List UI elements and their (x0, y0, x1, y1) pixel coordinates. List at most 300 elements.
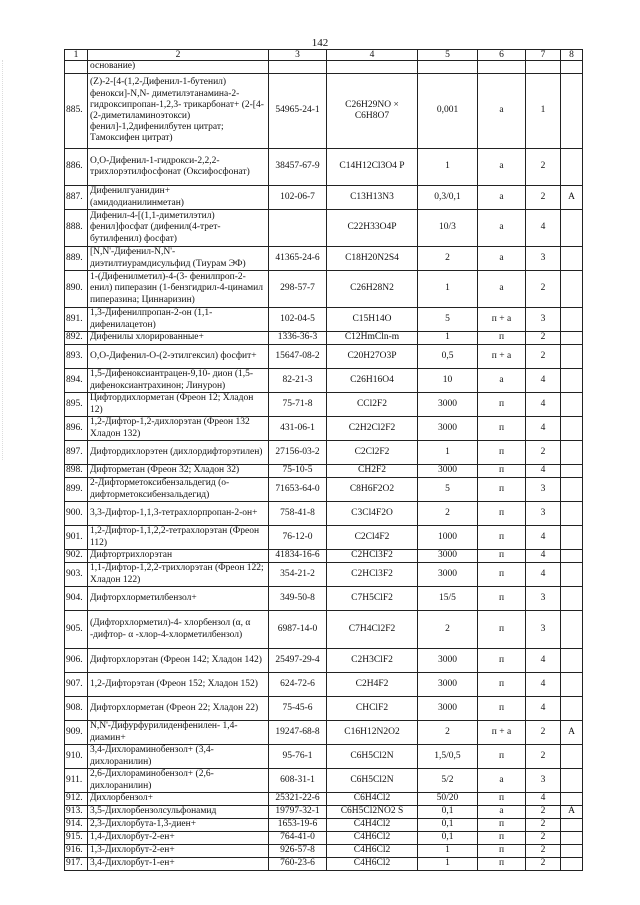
table-row (65, 186, 583, 210)
table-row (65, 721, 583, 745)
limit-value: 1 (418, 271, 478, 308)
substance-name: 1,2-Дифтор-1,2-дихлорэтан (Фреон 132 Хладон 132) (88, 417, 269, 441)
substance-name: 1,2-Дифторэтан (Фреон 152; Хладон 152) (88, 673, 269, 697)
hazard-class: 4 (526, 369, 561, 393)
table-row (65, 247, 583, 271)
cas-number: 760-23-6 (269, 858, 327, 871)
column-header: 7 (526, 50, 561, 61)
limit-value: 1 (418, 441, 478, 465)
hazard-class: 4 (526, 649, 561, 673)
cas-number: 298-57-7 (269, 271, 327, 308)
cas-number: 764-41-0 (269, 832, 327, 845)
limit-value: 3000 (418, 563, 478, 587)
table-row (65, 697, 583, 721)
hazard-class: 4 (526, 465, 561, 478)
note-mark (561, 417, 583, 441)
aggregate-state: п (478, 858, 526, 871)
limit-value: 0,1 (418, 819, 478, 832)
column-header: 4 (327, 50, 418, 61)
note-mark (561, 502, 583, 526)
cas-number: 19797-32-1 (269, 806, 327, 819)
table-body (65, 61, 583, 871)
limit-value: 0,001 (418, 74, 478, 149)
substance-name: Дифторхлорметан (Фреон 22; Хладон 22) (88, 697, 269, 721)
note-mark (561, 369, 583, 393)
cas-number: 75-10-5 (269, 465, 327, 478)
note-mark (561, 478, 583, 502)
row-number: 887. (65, 186, 88, 210)
row-number: 910. (65, 745, 88, 769)
chemical-formula: C6H5Cl2N (327, 745, 418, 769)
chemical-formula: C4H6Cl2 (327, 832, 418, 845)
note-mark (561, 769, 583, 793)
aggregate-state: п (478, 697, 526, 721)
note-mark (561, 845, 583, 858)
note-mark (561, 611, 583, 649)
substance-name: 3,5-Дихлорбензолсульфонамид (88, 806, 269, 819)
hazard-class: 2 (526, 858, 561, 871)
note-mark (561, 74, 583, 149)
limit-value: 1 (418, 858, 478, 871)
row-number: 893. (65, 345, 88, 369)
cas-number: 758-41-8 (269, 502, 327, 526)
aggregate-state: п (478, 649, 526, 673)
hazard-class: 3 (526, 478, 561, 502)
substance-name: Дифенилы хлорированные+ (88, 332, 269, 345)
note-mark (561, 149, 583, 186)
chemical-formula: C8H6F2O2 (327, 478, 418, 502)
substance-name: Дифенил-4-[(1,1-диметилэтил) фенил]фосфат (дифенил(4-трет-бутилфенил) фосфат) (88, 210, 269, 247)
hazard-class: 3 (526, 502, 561, 526)
note-mark (561, 61, 583, 74)
table-row (65, 832, 583, 845)
cas-number: 354-21-2 (269, 563, 327, 587)
table-row (65, 393, 583, 417)
cas-number: 6987-14-0 (269, 611, 327, 649)
limit-value: 50/20 (418, 793, 478, 806)
aggregate-state: а (478, 271, 526, 308)
table-row (65, 149, 583, 186)
limit-value: 2 (418, 721, 478, 745)
note-mark (561, 465, 583, 478)
chemical-formula: C4H6Cl2 (327, 845, 418, 858)
aggregate-state: а (478, 149, 526, 186)
table-row (65, 769, 583, 793)
chemical-formula: C18H20N2S4 (327, 247, 418, 271)
table-row (65, 845, 583, 858)
limit-value: 3000 (418, 697, 478, 721)
limit-value (418, 61, 478, 74)
note-mark (561, 550, 583, 563)
chemical-formula: C12HmCln-m (327, 332, 418, 345)
hazard-class: 2 (526, 832, 561, 845)
hazard-class: 4 (526, 393, 561, 417)
note-mark (561, 210, 583, 247)
row-number: 907. (65, 673, 88, 697)
hazard-class: 3 (526, 308, 561, 332)
cas-number: 102-06-7 (269, 186, 327, 210)
note-mark (561, 563, 583, 587)
limit-value: 15/5 (418, 587, 478, 611)
aggregate-state: п (478, 673, 526, 697)
limit-value: 3000 (418, 465, 478, 478)
note-mark (561, 832, 583, 845)
cas-number: 75-45-6 (269, 697, 327, 721)
note-mark (561, 526, 583, 550)
table-row (65, 271, 583, 308)
hazard-class: 4 (526, 550, 561, 563)
aggregate-state: п (478, 465, 526, 478)
row-number: 914. (65, 819, 88, 832)
limit-value: 0,1 (418, 806, 478, 819)
chemical-formula: C4H6Cl2 (327, 858, 418, 871)
hazard-class: 2 (526, 186, 561, 210)
table-row (65, 417, 583, 441)
cas-number: 95-76-1 (269, 745, 327, 769)
cas-number: 102-04-5 (269, 308, 327, 332)
chemical-formula: C13H13N3 (327, 186, 418, 210)
note-mark (561, 793, 583, 806)
substance-name: Цифтордихлорметан (Фреон 12; Хладон 12) (88, 393, 269, 417)
aggregate-state: а (478, 247, 526, 271)
chemical-formula: C16H12N2O2 (327, 721, 418, 745)
note-mark (561, 649, 583, 673)
substance-name: Дифторметан (Фреон 32; Хладон 32) (88, 465, 269, 478)
note-mark (561, 673, 583, 697)
substance-name: O,O-Дифенил-O-(2-этилгексил) фосфит+ (88, 345, 269, 369)
cas-number: 82-21-3 (269, 369, 327, 393)
hazard-class: 4 (526, 526, 561, 550)
chemical-formula: CCl2F2 (327, 393, 418, 417)
table-row (65, 502, 583, 526)
cas-number: 926-57-8 (269, 845, 327, 858)
table-row (65, 526, 583, 550)
table-row (65, 210, 583, 247)
limit-value: 3000 (418, 550, 478, 563)
chemical-formula: C2H2Cl2F2 (327, 417, 418, 441)
aggregate-state: п (478, 611, 526, 649)
row-number: 915. (65, 832, 88, 845)
cas-number: 19247-68-8 (269, 721, 327, 745)
substance-name: 2-Дифторметоксибензальдегид (о-дифторметоксибензальдегид) (88, 478, 269, 502)
aggregate-state: п (478, 832, 526, 845)
table-row (65, 465, 583, 478)
aggregate-state: п (478, 417, 526, 441)
table-row (65, 563, 583, 587)
substance-name: O,O-Дифенил-1-гидрокси-2,2,2-трихлорэтилфосфонат (Оксифосфонат) (88, 149, 269, 186)
row-number: 913. (65, 806, 88, 819)
substance-name: 2,6-Дихлораминобензол+ (2,6-дихлоранилин) (88, 769, 269, 793)
row-number: 895. (65, 393, 88, 417)
aggregate-state: п (478, 526, 526, 550)
limit-value: 0,3/0,1 (418, 186, 478, 210)
aggregate-state: п (478, 332, 526, 345)
row-number: 901. (65, 526, 88, 550)
note-mark (561, 819, 583, 832)
hazard-class: 2 (526, 149, 561, 186)
table-row (65, 332, 583, 345)
limit-value: 3000 (418, 393, 478, 417)
limit-value: 5 (418, 308, 478, 332)
aggregate-state: п (478, 845, 526, 858)
chemical-formula: C2Cl4F2 (327, 526, 418, 550)
substance-name: 1,3-Дихлорбут-2-ен+ (88, 845, 269, 858)
note-mark: А (561, 186, 583, 210)
hazard-class: 4 (526, 673, 561, 697)
cas-number: 349-50-8 (269, 587, 327, 611)
substance-name: 1,4-Дихлорбут-2-ен+ (88, 832, 269, 845)
aggregate-state: п (478, 393, 526, 417)
column-number-row (65, 50, 583, 61)
page-number: 142 (311, 37, 329, 49)
note-mark (561, 345, 583, 369)
hazard-class: 3 (526, 247, 561, 271)
cas-number: 25321-22-6 (269, 793, 327, 806)
hazard-class: 2 (526, 819, 561, 832)
limit-value: 1 (418, 332, 478, 345)
row-number: 889. (65, 247, 88, 271)
aggregate-state: п (478, 478, 526, 502)
hazard-class (526, 61, 561, 74)
substance-name: Дифтортрихлорэтан (88, 550, 269, 563)
table-row (65, 308, 583, 332)
limit-value: 5/2 (418, 769, 478, 793)
chemical-formula: C26H16O4 (327, 369, 418, 393)
aggregate-state: п + а (478, 308, 526, 332)
row-number: 892. (65, 332, 88, 345)
aggregate-state: п (478, 587, 526, 611)
chemical-formula: C6H5Cl2N (327, 769, 418, 793)
aggregate-state: а (478, 74, 526, 149)
hazard-class: 1 (526, 74, 561, 149)
hazard-class: 2 (526, 332, 561, 345)
hazard-class: 2 (526, 745, 561, 769)
substance-name: N,N'-Дифурфурилиденфенилен- 1,4-диамин+ (88, 721, 269, 745)
table-row (65, 858, 583, 871)
table-row (65, 673, 583, 697)
column-header: 1 (65, 50, 88, 61)
substance-name: Дихлорбензол+ (88, 793, 269, 806)
row-number: 909. (65, 721, 88, 745)
chemical-formula: C26H28N2 (327, 271, 418, 308)
table-row (65, 61, 583, 74)
note-mark (561, 858, 583, 871)
table-row (65, 345, 583, 369)
substance-name: 1-(Дифенилметил)-4-(3- фенилпроп-2-енил) пиперазин (1-бензгидрил-4-цинамил пиперазина; Циннаризин) (88, 271, 269, 308)
substance-name: 2,3-Дихлорбута-1,3-диен+ (88, 819, 269, 832)
table-row (65, 745, 583, 769)
cas-number: 75-71-8 (269, 393, 327, 417)
row-number: 902. (65, 550, 88, 563)
limit-value: 2 (418, 502, 478, 526)
hazard-class: 2 (526, 721, 561, 745)
cas-number: 431-06-1 (269, 417, 327, 441)
row-number: 911. (65, 769, 88, 793)
chemical-formula: C14H12Cl3O4 P (327, 149, 418, 186)
row-number: 908. (65, 697, 88, 721)
row-number: 906. (65, 649, 88, 673)
cas-number: 608-31-1 (269, 769, 327, 793)
row-number: 885. (65, 74, 88, 149)
hazard-class: 2 (526, 345, 561, 369)
aggregate-state: а (478, 806, 526, 819)
cas-number: 54965-24-1 (269, 74, 327, 149)
limit-value: 2 (418, 611, 478, 649)
table-row (65, 441, 583, 465)
limit-value: 5 (418, 478, 478, 502)
substance-name: 1,1-Дифтор-1,2,2-трихлорэтан (Фреон 122; Хладон 122) (88, 563, 269, 587)
substance-name: [N,N'-Дифенил-N,N'-диэтилтиурамдисульфид (Тиурам ЭФ) (88, 247, 269, 271)
limit-value: 3000 (418, 417, 478, 441)
chemical-formula: C6H5Cl2NO2 S (327, 806, 418, 819)
column-header: 2 (88, 50, 269, 61)
cas-number (269, 210, 327, 247)
limit-value: 2 (418, 247, 478, 271)
chemical-formula: C15H14O (327, 308, 418, 332)
hazard-class: 4 (526, 417, 561, 441)
substance-name: Дифторхлорэтан (Фреон 142; Хладон 142) (88, 649, 269, 673)
aggregate-state: п + а (478, 345, 526, 369)
row-number: 898. (65, 465, 88, 478)
cas-number: 41365-24-6 (269, 247, 327, 271)
chemical-formula: C7H4Cl2F2 (327, 611, 418, 649)
chemical-formula (327, 61, 418, 74)
note-mark (561, 332, 583, 345)
chemical-formula: C7H5ClF2 (327, 587, 418, 611)
table-row (65, 478, 583, 502)
chemical-formula: C2H3ClF2 (327, 649, 418, 673)
chemical-formula: C20H27O3P (327, 345, 418, 369)
chemical-formula: C2HCl3F2 (327, 550, 418, 563)
substance-name: 3,4-Дихлораминобензол+ (3,4-дихлоранилин) (88, 745, 269, 769)
row-number: 890. (65, 271, 88, 308)
table-row (65, 550, 583, 563)
hazard-class: 2 (526, 806, 561, 819)
column-header: 8 (561, 50, 583, 61)
aggregate-state: п (478, 819, 526, 832)
aggregate-state: а (478, 186, 526, 210)
aggregate-state: п + а (478, 721, 526, 745)
substance-name: 1,5-Дифеноксиантрацен-9,10- дион (1,5-дифеноксиантрахинон; Линурон) (88, 369, 269, 393)
table-row (65, 819, 583, 832)
row-number: 904. (65, 587, 88, 611)
aggregate-state: п (478, 793, 526, 806)
hazard-class: 4 (526, 210, 561, 247)
substance-name: 1,3-Дифенилпропан-2-он (1,1-дифенилацетон) (88, 308, 269, 332)
substance-name: (Дифторхлорметил)-4- хлорбензол (α, α -дифтор- α -хлор-4-хлорметилбензол) (88, 611, 269, 649)
table-row (65, 587, 583, 611)
substance-name: 3,3-Дифтор-1,1,3-тетрахлорпропан-2-он+ (88, 502, 269, 526)
row-number (65, 61, 88, 74)
row-number: 897. (65, 441, 88, 465)
substance-table (64, 49, 583, 871)
row-number: 899. (65, 478, 88, 502)
limit-value: 10 (418, 369, 478, 393)
scan-edge-artifact (2, 60, 15, 460)
note-mark (561, 441, 583, 465)
cas-number: 15647-08-2 (269, 345, 327, 369)
column-header: 6 (478, 50, 526, 61)
chemical-formula: CH2F2 (327, 465, 418, 478)
hazard-class: 2 (526, 441, 561, 465)
cas-number: 1653-19-6 (269, 819, 327, 832)
hazard-class: 4 (526, 793, 561, 806)
table-row (65, 611, 583, 649)
table-row (65, 793, 583, 806)
cas-number: 76-12-0 (269, 526, 327, 550)
cas-number: 25497-29-4 (269, 649, 327, 673)
note-mark: А (561, 721, 583, 745)
row-number: 891. (65, 308, 88, 332)
limit-value: 1,5/0,5 (418, 745, 478, 769)
limit-value: 0,1 (418, 832, 478, 845)
aggregate-state: а (478, 769, 526, 793)
chemical-formula: C2HCl3F2 (327, 563, 418, 587)
limit-value: 3000 (418, 649, 478, 673)
limit-value: 1 (418, 845, 478, 858)
aggregate-state: а (478, 210, 526, 247)
table-row (65, 806, 583, 819)
hazard-class: 3 (526, 587, 561, 611)
hazard-class: 4 (526, 563, 561, 587)
row-number: 912. (65, 793, 88, 806)
row-number: 894. (65, 369, 88, 393)
cas-number (269, 61, 327, 74)
chemical-formula: C6H4Cl2 (327, 793, 418, 806)
row-number: 886. (65, 149, 88, 186)
row-number: 903. (65, 563, 88, 587)
cas-number: 41834-16-6 (269, 550, 327, 563)
substance-name: 1,2-Дифтор-1,1,2,2-тетрахлорэтан (Фреон 112) (88, 526, 269, 550)
chemical-formula: C22H33O4P (327, 210, 418, 247)
substance-name: основание) (88, 61, 269, 74)
substance-name: (Z)-2-[4-(1,2-Дифенил-1-бутенил) фенокси]-N,N- диметилэтанамина-2-гидроксипропан-1,2,3- трикарбонат+ (2-[4-(2-диметиламиноэтокси) фенил]-1,2дифенилбутен цитрат; Тамоксифен цитрат) (88, 74, 269, 149)
aggregate-state (478, 61, 526, 74)
chemical-formula: C26H29NO × C6H8O7 (327, 74, 418, 149)
limit-value: 10/3 (418, 210, 478, 247)
row-number: 900. (65, 502, 88, 526)
hazard-class: 3 (526, 769, 561, 793)
substance-name: Дифенилгуанидин+ (амидодианилинметан) (88, 186, 269, 210)
cas-number: 624-72-6 (269, 673, 327, 697)
cas-number: 38457-67-9 (269, 149, 327, 186)
note-mark (561, 745, 583, 769)
limit-value: 0,5 (418, 345, 478, 369)
note-mark (561, 308, 583, 332)
row-number: 917. (65, 858, 88, 871)
row-number: 916. (65, 845, 88, 858)
hazard-class: 4 (526, 697, 561, 721)
note-mark (561, 393, 583, 417)
column-header: 3 (269, 50, 327, 61)
limit-value: 3000 (418, 673, 478, 697)
hazard-class: 2 (526, 845, 561, 858)
cas-number: 71653-64-0 (269, 478, 327, 502)
hazard-class: 3 (526, 611, 561, 649)
row-number: 888. (65, 210, 88, 247)
substance-name: Дифтордихлорэтен (дихлордифторэтилен) (88, 441, 269, 465)
limit-value: 1 (418, 149, 478, 186)
table-row (65, 649, 583, 673)
hazard-class: 2 (526, 271, 561, 308)
aggregate-state: п (478, 563, 526, 587)
note-mark (561, 271, 583, 308)
chemical-formula: CHClF2 (327, 697, 418, 721)
aggregate-state: п (478, 550, 526, 563)
column-header: 5 (418, 50, 478, 61)
aggregate-state: п (478, 502, 526, 526)
note-mark (561, 247, 583, 271)
